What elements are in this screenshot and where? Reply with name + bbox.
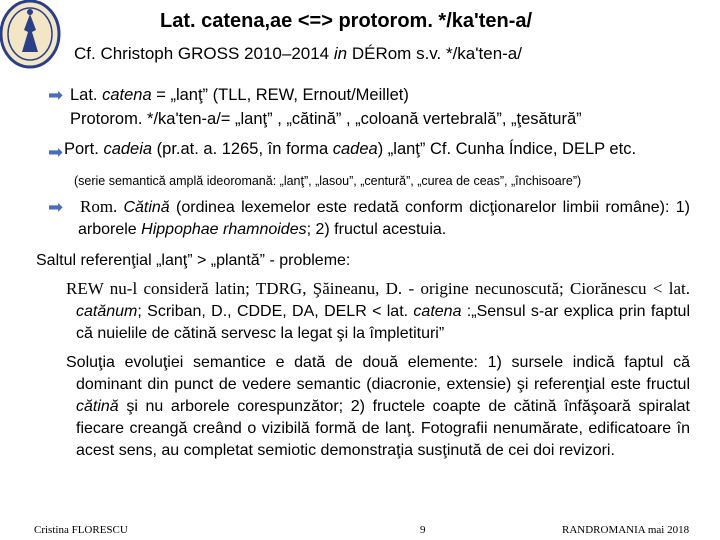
solution-paragraph: Soluţia evoluţiei semantice e dată de două elemente: 1) sursele indică faptul că dominant din punct de vedere semantic (diacronie, extensie) şi referenţial este fructul cătină şi nu arborele corespunzător; 2) fructele coapte de cătină înfăşoară spiralat fiecare creangă creând o vizibilă formă de lanţ. Fotografii nenumărate, edificatoare în acest sens, au completat semiotic demonstraţia susţinută de cei doi revizori.	[66, 354, 690, 459]
portuguese-definition: Port. cadeia (pr.at. a. 1265, în forma cadea) „lanţ” Cf. Cunha Índice, DELP etc.	[64, 140, 637, 158]
slide-title: Lat. catena,ae <=> protorom. */ka'ten‑a/	[160, 10, 533, 32]
latin-definition: Lat. catena = „lanţ” (TLL, REW, Ernout/Meillet)	[70, 86, 409, 104]
source-reference: Cf. Christoph GROSS 2010–2014 in DÉRom s.v. */ka'ten‑a/	[74, 44, 522, 63]
protoromance-definition: Protorom. */ka'ten‑a/= „lanţ” , „cătină” , „coloană vertebrală”, „ţesătură”	[70, 110, 582, 128]
arrow-right-icon: ➡	[48, 85, 64, 105]
semantic-series-note: (serie semantică amplă ideoromană: „lanţ”, „lasou”, „centură”, „curea de ceas”, „închisoare”)	[74, 174, 582, 188]
footer-author: Cristina FLORESCU	[34, 524, 128, 536]
referential-leap-heading: Saltul referenţial „lanţ” > „plantă” - probleme:	[36, 252, 351, 269]
romanian-definition: Rom. Cătină (ordinea lexemelor este redată conform dicţionarelor limbii române): 1) arborele Hippophae rhamnoides; 2) fructul acestuia.	[78, 197, 691, 238]
footer-event: RANDROMANIA mai 2018	[562, 524, 690, 536]
arrow-right-icon: ➡	[48, 197, 64, 217]
academy-seal-logo	[0, 0, 66, 72]
footer-page-number: 9	[420, 524, 426, 536]
etymology-paragraph: REW nu-l consideră latin; TDRG, Şăineanu, D. - origine necunoscută; Ciorănescu < lat. catănum; Scriban, D., CDDE, DA, DELR < lat. catena :„Sensul s-ar explica prin faptul că nuielile de cătină servesc la legat şi la împletituri”	[66, 279, 690, 342]
arrow-right-icon: ➡	[48, 142, 64, 162]
